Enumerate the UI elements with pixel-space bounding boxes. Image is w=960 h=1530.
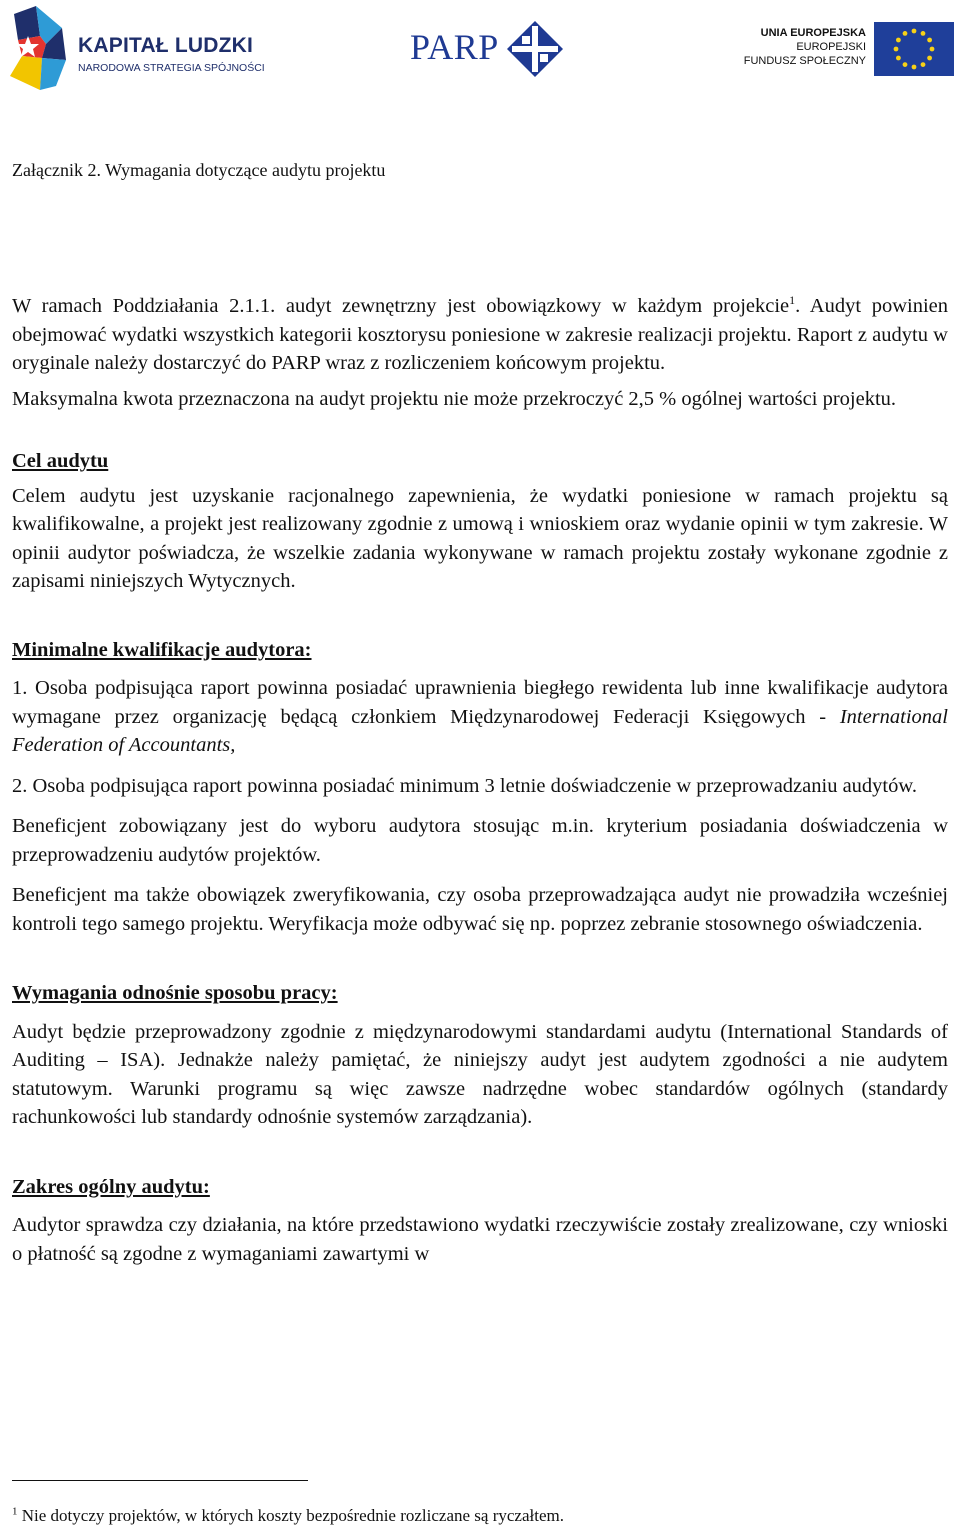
parp-logo xyxy=(410,20,570,80)
zakres-paragraph: Audytor sprawdza czy działania, na które przedstawiono wydatki rzeczywiście zostały zrealizowane, czy wnioski o płatność są zgodne z wymaganiami zawartymi w xyxy=(12,1214,948,1265)
eu-line-3: FUNDUSZ SPOŁECZNY xyxy=(743,55,866,67)
wymagania-paragraph: Audyt będzie przeprowadzony zgodnie z międzynarodowymi standardami audytu (International Standards of Auditing – ISA). Jednakże należy pamiętać, że niniejszy audyt jest audytem zgodności a nie audytem statutowym. Warunki programu są więc zawsze nadrzędne wobec standardów ogólnych (standardy rachunkowości lub standardy odnośnie systemów zarządzania). xyxy=(12,1020,948,1128)
annex-title: Załącznik 2. Wymagania dotyczące audytu projektu xyxy=(12,160,386,180)
page-header xyxy=(0,0,960,100)
eu-logo xyxy=(743,22,956,78)
section-heading-cel: Cel audytu xyxy=(12,450,109,472)
eu-logo-text xyxy=(744,26,866,68)
document-body xyxy=(12,292,948,1268)
intro-paragraph-2: Maksymalna kwota przeznaczona na audyt projektu nie może przekroczyć 2,5 % ogólnej wartości projektu. xyxy=(12,387,897,410)
kapital-ludzki-logo xyxy=(6,6,276,92)
intro-paragraph-1: W ramach Poddziałania 2.1.1. audyt zewnętrzny jest obowiązkowy w każdym projekcie$^1$. Audyt powinien obejmować wydatki wszystkich kategorii kosztorysu poniesione w zakresie realizacji projektu. Raport z audytu w oryginale należy dostarczyć do PARP wraz z rozliczeniem końcowym projektu. xyxy=(12,293,948,374)
kapital-ludzki-subtitle: NARODOWA STRATEGIA SPÓJNOŚCI xyxy=(78,62,265,74)
eu-line-1: UNIA EUROPEJSKA xyxy=(760,27,866,39)
parp-logo-text: PARP xyxy=(410,27,499,67)
eu-flag-icon xyxy=(874,22,954,76)
kwalifikacje-item-1: 1. Osoba podpisująca raport powinna posiadać uprawnienia biegłego rewidenta lub inne kwalifikacje audytora wymagane przez organizację będącą członkiem Międzynarodowej Federacji Księgowych - International Federation of Accountants, xyxy=(12,677,948,756)
kwalifikacje-paragraph-3: Beneficjent zobowiązany jest do wyboru audytora stosując m.in. kryterium posiadania doświadczenia w przeprowadzeniu audytów projektów. xyxy=(12,815,948,866)
kapital-ludzki-star-icon xyxy=(6,6,68,92)
cel-paragraph: Celem audytu jest uzyskanie racjonalnego zapewnienia, że wydatki poniesione w ramach projektu są kwalifikowalne, a projekt jest realizowany zgodnie z umową i wnioskiem oraz wydanie opinii w tym zakresie. W opinii audytor poświadcza, że wszelkie zadania wykonywane w ramach projektu zostały wykonane zgodnie z zapisami niniejszych Wytycznych. xyxy=(12,484,948,592)
kapital-ludzki-title: KAPITAŁ LUDZKI xyxy=(78,34,254,57)
parp-diamond-icon xyxy=(506,20,564,78)
section-heading-kwalifikacje: Minimalne kwalifikacje audytora: xyxy=(12,638,312,661)
section-heading-zakres: Zakres ogólny audytu: xyxy=(12,1175,210,1198)
kwalifikacje-item-2: 2. Osoba podpisująca raport powinna posiadać minimum 3 letnie doświadczenie w przeprowadzaniu audytów. xyxy=(12,774,917,797)
footnote xyxy=(12,1506,564,1526)
eu-line-2: EUROPEJSKI xyxy=(796,41,866,53)
footnote-text: Nie dotyczy projektów, w których koszty bezpośrednie rozliczane są ryczałtem. xyxy=(17,1506,564,1525)
kwalifikacje-paragraph-4: Beneficjent ma także obowiązek zweryfikowania, czy osoba przeprowadzająca audyt nie prowadziła wcześniej kontroli tego samego projektu. Weryfikacja może odbywać się np. poprzez zebranie stosownego oświadczenia. xyxy=(12,884,948,935)
footnote-ref: 1 xyxy=(789,293,796,308)
section-heading-wymagania: Wymagania odnośnie sposobu pracy: xyxy=(12,982,338,1004)
footnote-number: 1 xyxy=(12,1505,18,1518)
footnote-separator xyxy=(12,1480,308,1481)
